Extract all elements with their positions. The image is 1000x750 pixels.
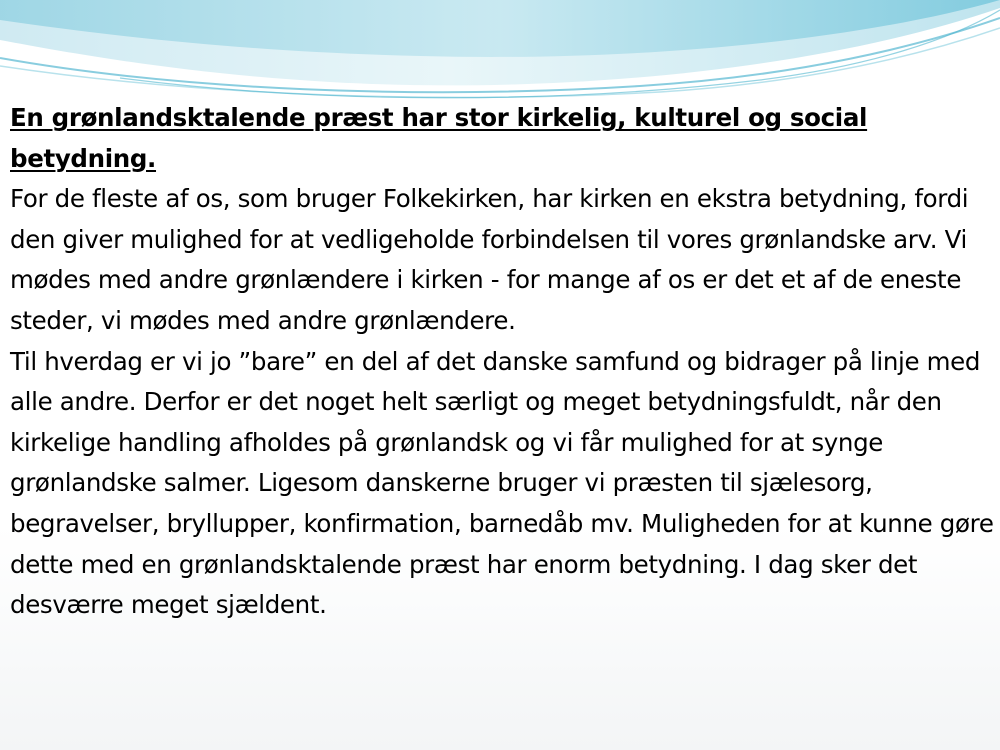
decorative-wave-header xyxy=(0,0,1000,110)
slide-heading: En grønlandsktalende præst har stor kirkelig, kulturel og social betydning. xyxy=(10,103,868,173)
slide-text-body xyxy=(10,98,995,626)
paragraph-2: Til hverdag er vi jo ”bare” en del af det danske samfund og bidrager på linje med alle andre. Derfor er det noget helt særligt og meget betydningsfuldt, når den kirkelige handling afholdes på grønlandsk og vi får mulighed for at synge grønlandske salmer. Ligesom danskerne bruger vi præsten til sjælesorg, begravelser, bryllupper, konfirmation, barnedåb mv. Muligheden for at kunne gøre dette med en grønlandsktalende præst har enorm betydning. I dag sker det desværre meget sjældent. xyxy=(10,346,994,620)
paragraph-1: For de fleste af os, som bruger Folkekirken, har kirken en ekstra betydning, fordi den giver mulighed for at vedligeholde forbindelsen til vores grønlandske arv. Vi mødes med andre grønlændere i kirken - for mange af os er det et af de eneste steder, vi mødes med andre grønlændere. xyxy=(10,184,969,335)
